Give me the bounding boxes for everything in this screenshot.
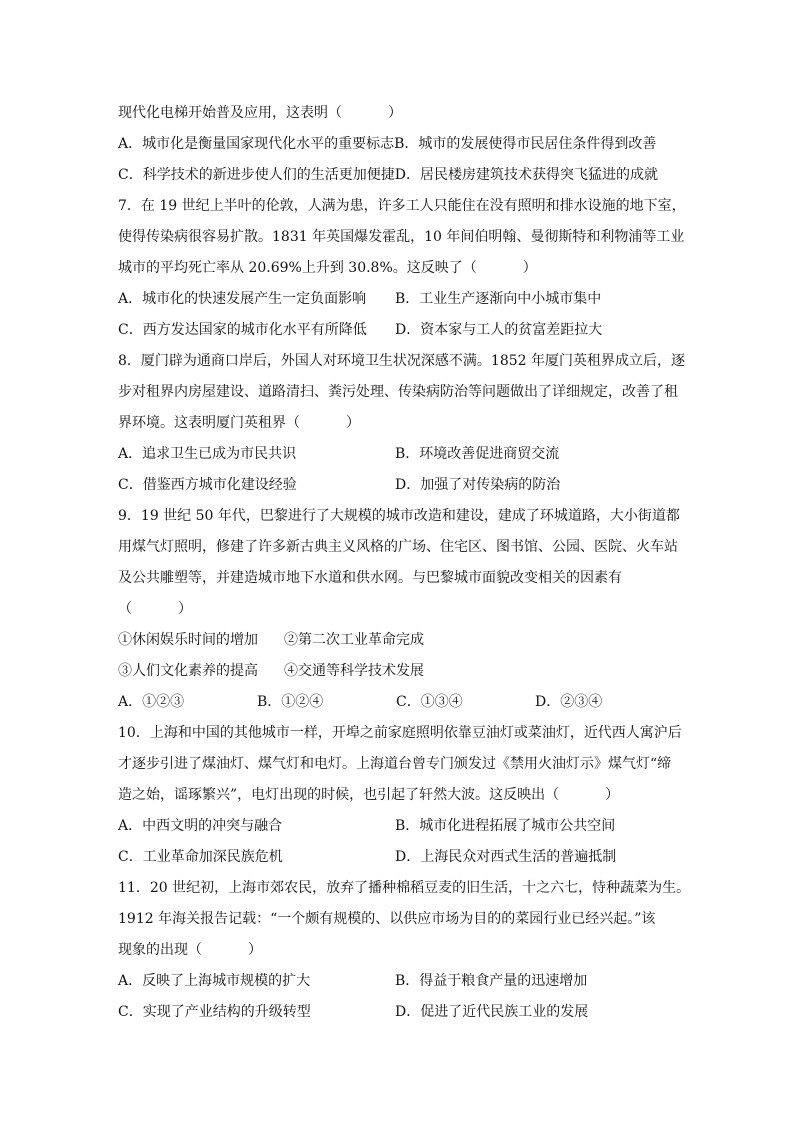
- q11-stem-line1: 11．20 世纪初，上海市郊农民，放弃了播种棉稻豆麦的旧生活，十之六七，恃种蔬菜为生。: [118, 880, 691, 896]
- option-b: B．城市的发展使得市民居住条件得到改善: [394, 136, 657, 152]
- option-d: D．资本家与工人的贫富差距拉大: [395, 322, 603, 338]
- q9-items-12: [118, 625, 678, 656]
- q9-options: [118, 687, 678, 718]
- option-c: C．科学技术的新进步使人们的生活更加便捷: [118, 167, 395, 183]
- q8-stem-line2: 步对租界内房屋建设、道路清扫、粪污处理、传染病防治等问题做出了详细规定，改善了租: [118, 384, 678, 400]
- q9-items-34: [118, 656, 678, 687]
- q7-options-ab: [118, 284, 678, 315]
- item-3: ③人们文化素养的提高: [118, 663, 258, 679]
- q8-stem-line1: 8．厦门辟为通商口岸后，外国人对环境卫生状况深感不满。1852 年厦门英租界成立后，逐: [118, 353, 685, 369]
- q7-options-cd: [118, 315, 678, 346]
- q9-stem-line1: 9．19 世纪 50 年代，巴黎进行了大规模的城市改造和建设，建成了环城道路，大小街道都: [118, 508, 680, 524]
- q11-options-ab: [118, 966, 678, 997]
- option-b: B．①②④: [257, 694, 324, 710]
- q9-stem-line4: （ ）: [118, 601, 192, 617]
- option-d: D．促进了近代民族工业的发展: [395, 1004, 589, 1020]
- option-c: C．工业革命加深民族危机: [118, 849, 283, 865]
- q10-stem-line2: 才逐步引进了煤油灯、煤气灯和电灯。上海道台曾专门颁发过《禁用火油灯示》煤气灯“缔: [118, 756, 672, 772]
- q6-stem: 现代化电梯开始普及应用，这表明（ ）: [118, 105, 402, 121]
- q6-options-ab: [118, 129, 678, 160]
- option-a: A．城市化的快速发展产生一定负面影响: [118, 291, 367, 307]
- option-a: A．①②③: [118, 694, 185, 710]
- q8-options-ab: [118, 439, 678, 470]
- option-d: D．②③④: [535, 694, 603, 710]
- q7-stem-line2: 使得传染病很容易扩散。1831 年英国爆发霍乱，10 年间伯明翰、曼彻斯特和利物浦等工业: [118, 229, 685, 245]
- q11-stem-line3: 现象的出现（ ）: [118, 942, 262, 958]
- q7-stem-line3: 城市的平均死亡率从 20.69%上升到 30.8%。这反映了（ ）: [118, 260, 537, 276]
- item-2: ②第二次工业革命完成: [284, 632, 424, 648]
- q7-stem-line1: 7．在 19 世纪上半叶的伦敦，人满为患，许多工人只能住在没有照明和排水设施的地下室，: [118, 198, 686, 214]
- q6-options-cd: [118, 160, 678, 191]
- item-4: ④交通等科学技术发展: [284, 663, 424, 679]
- q10-stem-line1: 10．上海和中国的其他城市一样，开埠之前家庭照明依靠豆油灯或菜油灯，近代西人寓沪后: [118, 725, 682, 741]
- option-b: B．工业生产逐渐向中小城市集中: [395, 291, 602, 307]
- q11-options-cd: [118, 997, 678, 1028]
- option-c: C．实现了产业结构的升级转型: [118, 1004, 311, 1020]
- q9-stem-line3: 及公共雕塑等，并建造城市地下水道和供水网。与巴黎城市面貌改变相关的因素有: [118, 570, 622, 586]
- q10-options-cd: [118, 842, 678, 873]
- option-a: A．城市化是衡量国家现代化水平的重要标志: [118, 136, 395, 152]
- q10-stem-line3: 造之始，谣琢繁兴”，电灯出现的时候，也引起了轩然大波。这反映出（ ）: [118, 787, 620, 803]
- option-c: C．借鉴西方城市化建设经验: [118, 477, 297, 493]
- option-b: B．城市化进程拓展了城市公共空间: [395, 818, 616, 834]
- option-b: B．环境改善促进商贸交流: [395, 446, 560, 462]
- option-d: D．上海民众对西式生活的普遍抵制: [395, 849, 617, 865]
- option-c: C．西方发达国家的城市化水平有所降低: [118, 322, 367, 338]
- item-1: ①休闲娱乐时间的增加: [118, 632, 258, 648]
- option-c: C．①③④: [396, 694, 463, 710]
- option-a: A．追求卫生已成为市民共识: [118, 446, 297, 462]
- option-b: B．得益于粮食产量的迅速增加: [395, 973, 588, 989]
- question-list: [118, 98, 691, 1028]
- q8-stem-line3: 界环境。这表明厦门英租界（ ）: [118, 415, 360, 431]
- option-d: D．居民楼房建筑技术获得突飞猛进的成就: [394, 167, 658, 183]
- q8-options-cd: [118, 470, 678, 501]
- q9-stem-line2: 用煤气灯照明，修建了许多新古典主义风格的广场、住宅区、图书馆、公园、医院、火车站: [118, 539, 678, 555]
- option-a: A．中西文明的冲突与融合: [118, 818, 283, 834]
- q11-stem-line2: 1912 年海关报告记载：“一个颇有规模的、以供应市场为目的的菜园行业已经兴起。”该: [118, 911, 656, 927]
- q10-options-ab: [118, 811, 678, 842]
- option-a: A．反映了上海城市规模的扩大: [118, 973, 311, 989]
- option-d: D．加强了对传染病的防治: [395, 477, 561, 493]
